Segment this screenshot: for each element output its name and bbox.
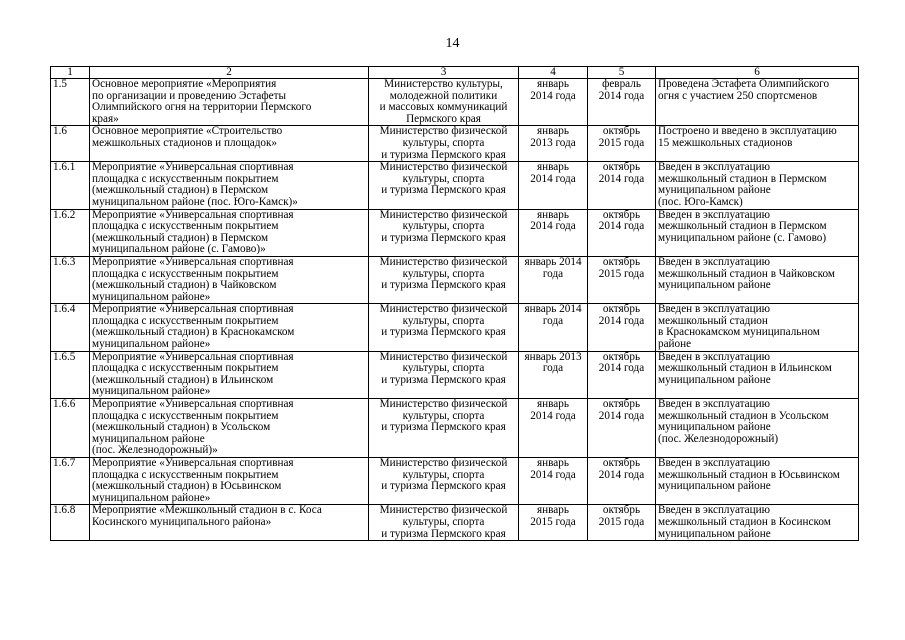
end-date-cell <box>588 79 656 126</box>
item-number-cell: 1.5 <box>51 79 90 126</box>
end-date-line: октябрь <box>602 209 641 221</box>
measure-name-line: (межшкольный стадион) в Пермском <box>92 184 269 197</box>
end-date-line: октябрь <box>602 504 641 517</box>
measure-name-line: Мероприятие «Универсальная спортивная <box>92 351 294 363</box>
responsible-executor-cell <box>369 304 519 351</box>
end-date-cell <box>588 209 656 256</box>
end-date-line: 2014 года <box>598 314 645 327</box>
responsible-executor-line: культуры, спорта <box>402 267 485 280</box>
responsible-executor-line: и туризма Пермского края <box>381 184 506 197</box>
table-row <box>51 351 859 398</box>
end-date-line: 2015 года <box>598 136 645 149</box>
responsible-executor-line: Министерство физической <box>379 504 508 517</box>
measure-name-line: муниципальном районе <box>92 432 205 445</box>
measure-name-line: муниципальном районе» <box>92 290 211 303</box>
end-date-line: 2014 года <box>598 468 645 481</box>
item-number-cell: 1.6.3 <box>51 256 90 303</box>
table-row <box>51 209 859 256</box>
end-date-cell <box>588 399 656 458</box>
measure-name-line: Мероприятие «Универсальная спортивная <box>92 161 294 174</box>
end-date-line: октябрь <box>602 161 641 174</box>
table-row <box>51 458 859 505</box>
start-date-line: 2014 года <box>530 89 576 102</box>
expected-result-line: Введен в эксплуатацию <box>658 256 770 268</box>
start-date-cell <box>519 304 588 351</box>
start-date-line: 2013 года <box>530 136 576 149</box>
end-date-cell <box>588 458 656 505</box>
measure-name-line: площадка с искусственным покрытием <box>92 267 279 280</box>
measure-name-line: (межшкольный стадион) в Усольском <box>92 421 271 434</box>
measure-name-line: (межшкольный стадион) в Краснокамском <box>92 326 295 339</box>
responsible-executor-cell <box>369 458 519 505</box>
measure-name-line: Мероприятие «Универсальная спортивная <box>92 209 294 221</box>
measure-name-line: площадка с искусственным покрытием <box>92 172 279 185</box>
measure-name-line: Мероприятие «Универсальная спортивная <box>92 398 294 411</box>
measure-name-line: Основное мероприятие «Мероприятия <box>92 78 277 90</box>
expected-result-line: Построено и введено в эксплуатацию <box>658 125 837 138</box>
measure-name-line: (межшкольный стадион) в Пермском <box>92 231 269 244</box>
expected-result-line: (пос. Юго-Камск) <box>658 195 743 208</box>
measure-name-line: площадка с искусственным покрытием <box>92 362 279 375</box>
measure-name-cell <box>90 209 369 256</box>
measures-table <box>50 66 859 541</box>
measure-name-line: межшкольных стадионов и площадок» <box>92 136 278 149</box>
responsible-executor-line: Министерство физической <box>379 161 508 174</box>
page-number: 14 <box>445 36 460 51</box>
start-date-line: 2014 года <box>530 468 576 481</box>
expected-result-line: межшкольный стадион в Косинском <box>658 515 831 528</box>
expected-result-line: огня с участием 250 спортсменов <box>658 89 818 102</box>
expected-result-line: межшкольный стадион в Пермском <box>658 220 827 233</box>
table-row <box>51 505 859 541</box>
end-date-line: 2014 года <box>598 89 645 102</box>
expected-result-line: (пос. Железнодорожный) <box>658 432 779 445</box>
expected-result-line: межшкольный стадион <box>658 314 768 327</box>
table-header <box>51 67 859 79</box>
expected-result-line: межшкольный стадион в Чайковском <box>658 267 835 280</box>
start-date-line: январь <box>537 209 569 221</box>
responsible-executor-line: Министерство физической <box>379 398 508 411</box>
start-date-line: январь <box>537 161 569 174</box>
table-row <box>51 162 859 209</box>
item-number-cell: 1.6.7 <box>51 458 90 505</box>
start-date-line: январь <box>537 457 569 469</box>
responsible-executor-line: культуры, спорта <box>402 468 485 481</box>
expected-result-line: Введен в эксплуатацию <box>658 457 770 469</box>
measure-name-line: муниципальном районе (с. Гамово)» <box>92 243 266 256</box>
responsible-executor-line: и туризма Пермского края <box>381 279 506 292</box>
responsible-executor-line: и туризма Пермского края <box>381 480 506 493</box>
start-date-cell <box>519 458 588 505</box>
expected-result-line: Введен в эксплуатацию <box>658 504 770 517</box>
measure-name-cell <box>90 458 369 505</box>
start-date-line: январь 2013 <box>524 351 582 363</box>
expected-result-line: муниципальном районе (с. Гамово) <box>658 231 827 244</box>
responsible-executor-cell <box>369 209 519 256</box>
responsible-executor-line: и туризма Пермского края <box>381 326 506 339</box>
responsible-executor-cell <box>369 399 519 458</box>
expected-result-line: Введен в эксплуатацию <box>658 303 770 316</box>
responsible-executor-cell <box>369 79 519 126</box>
expected-result-line: в Краснокамском муниципальном <box>658 326 820 339</box>
header-row <box>51 67 859 79</box>
responsible-executor-cell <box>369 256 519 303</box>
expected-result-line: районе <box>658 338 692 351</box>
responsible-executor-line: культуры, спорта <box>402 220 485 233</box>
column-header-1: 1 <box>51 67 90 79</box>
expected-result-line: межшкольный стадион в Ильинском <box>658 362 832 375</box>
measure-name-line: Мероприятие «Универсальная спортивная <box>92 303 294 316</box>
expected-result-line: муниципальном районе <box>658 279 771 292</box>
measure-name-cell <box>90 256 369 303</box>
end-date-line: февраль <box>602 78 641 90</box>
start-date-line: года <box>542 362 564 375</box>
expected-result-line: межшкольный стадион в Пермском <box>658 172 827 185</box>
expected-result-line: муниципальном районе <box>658 527 771 540</box>
table-row <box>51 256 859 303</box>
expected-result-line: 15 межшкольных стадионов <box>658 136 793 149</box>
expected-result-line: межшкольный стадион в Усольском <box>658 409 829 422</box>
responsible-executor-line: культуры, спорта <box>402 362 485 375</box>
responsible-executor-line: Пермского края <box>406 112 481 125</box>
start-date-cell <box>519 162 588 209</box>
measure-name-cell <box>90 505 369 541</box>
expected-result-line: Введен в эксплуатацию <box>658 351 770 363</box>
expected-result-cell <box>656 256 859 303</box>
measure-name-line: (пос. Железнодорожный)» <box>92 444 218 457</box>
end-date-line: октябрь <box>602 256 641 268</box>
responsible-executor-cell <box>369 505 519 541</box>
responsible-executor-cell <box>369 351 519 398</box>
measure-name-line: Мероприятие «Межшкольный стадион в с. Коса <box>92 504 322 517</box>
measure-name-line: площадка с искусственным покрытием <box>92 220 279 233</box>
responsible-executor-line: культуры, спорта <box>402 136 485 149</box>
measure-name-line: площадка с искусственным покрытием <box>92 468 279 481</box>
start-date-line: январь 2014 <box>524 303 582 316</box>
end-date-cell <box>588 256 656 303</box>
expected-result-line: муниципальном районе <box>658 184 771 197</box>
responsible-executor-line: и туризма Пермского края <box>381 421 506 434</box>
end-date-line: 2015 года <box>598 515 645 528</box>
expected-result-line: муниципальном районе <box>658 421 771 434</box>
measure-name-line: Мероприятие «Универсальная спортивная <box>92 457 294 469</box>
start-date-line: январь <box>537 125 569 138</box>
table-row <box>51 399 859 458</box>
responsible-executor-line: культуры, спорта <box>402 515 485 528</box>
start-date-cell <box>519 126 588 162</box>
expected-result-cell <box>656 79 859 126</box>
column-header-4: 4 <box>519 67 588 79</box>
column-header-6: 6 <box>656 67 859 79</box>
item-number-cell: 1.6.8 <box>51 505 90 541</box>
start-date-line: январь 2014 <box>524 256 582 268</box>
expected-result-line: Введен в эксплуатацию <box>658 161 770 174</box>
start-date-line: 2014 года <box>530 409 576 422</box>
expected-result-line: межшкольный стадион в Юсьвинском <box>658 468 840 481</box>
table-row <box>51 79 859 126</box>
table-body <box>51 79 859 541</box>
start-date-line: январь <box>537 504 569 517</box>
end-date-cell <box>588 162 656 209</box>
start-date-cell <box>519 79 588 126</box>
measure-name-cell <box>90 79 369 126</box>
measure-name-line: по организации и проведению Эстафеты <box>92 89 286 102</box>
responsible-executor-cell <box>369 126 519 162</box>
item-number-cell: 1.6.5 <box>51 351 90 398</box>
expected-result-cell <box>656 126 859 162</box>
start-date-line: январь <box>537 78 569 90</box>
end-date-cell <box>588 505 656 541</box>
expected-result-cell <box>656 304 859 351</box>
expected-result-line: Введен в эксплуатацию <box>658 209 770 221</box>
responsible-executor-cell <box>369 162 519 209</box>
start-date-line: года <box>542 314 564 327</box>
end-date-cell <box>588 126 656 162</box>
measure-name-cell <box>90 126 369 162</box>
end-date-cell <box>588 304 656 351</box>
responsible-executor-line: Министерство физической <box>379 256 508 268</box>
measure-name-line: Косинского муниципального района» <box>92 515 272 528</box>
expected-result-cell <box>656 399 859 458</box>
table-row <box>51 304 859 351</box>
end-date-line: 2014 года <box>598 362 645 375</box>
responsible-executor-line: Министерство физической <box>379 209 508 221</box>
measure-name-cell <box>90 304 369 351</box>
responsible-executor-line: и туризма Пермского края <box>381 373 506 386</box>
measure-name-line: площадка с искусственным покрытием <box>92 314 279 327</box>
measure-name-line: (межшкольный стадион) в Юсьвинском <box>92 480 282 493</box>
end-date-line: октябрь <box>602 398 641 411</box>
item-number-cell: 1.6.2 <box>51 209 90 256</box>
start-date-cell <box>519 399 588 458</box>
start-date-cell <box>519 505 588 541</box>
measure-name-line: Мероприятие «Универсальная спортивная <box>92 256 294 268</box>
expected-result-line: Введен в эксплуатацию <box>658 398 770 411</box>
start-date-line: года <box>542 267 564 280</box>
start-date-cell <box>519 209 588 256</box>
responsible-executor-line: и туризма Пермского края <box>381 527 506 540</box>
start-date-line: январь <box>537 398 569 411</box>
responsible-executor-line: культуры, спорта <box>402 172 485 185</box>
table-row <box>51 126 859 162</box>
column-header-2: 2 <box>90 67 369 79</box>
measure-name-line: края» <box>92 112 119 125</box>
end-date-line: 2014 года <box>598 220 645 233</box>
responsible-executor-line: молодежной политики <box>389 89 498 102</box>
responsible-executor-line: Министерство физической <box>379 351 508 363</box>
expected-result-cell <box>656 162 859 209</box>
expected-result-line: муниципальном районе <box>658 373 771 386</box>
item-number-cell: 1.6.4 <box>51 304 90 351</box>
responsible-executor-line: Министерство культуры, <box>384 78 503 90</box>
column-header-3: 3 <box>369 67 519 79</box>
responsible-executor-line: Министерство физической <box>379 303 508 316</box>
item-number-cell: 1.6.6 <box>51 399 90 458</box>
measure-name-cell <box>90 351 369 398</box>
responsible-executor-line: и туризма Пермского края <box>381 231 506 244</box>
measure-name-line: муниципальном районе» <box>92 491 211 504</box>
start-date-line: 2015 года <box>530 515 576 528</box>
end-date-line: октябрь <box>602 351 641 363</box>
measure-name-line: площадка с искусственным покрытием <box>92 409 279 422</box>
start-date-cell <box>519 256 588 303</box>
measure-name-cell <box>90 399 369 458</box>
expected-result-line: Проведена Эстафета Олимпийского <box>658 78 830 90</box>
responsible-executor-line: Министерство физической <box>379 457 508 469</box>
measure-name-line: (межшкольный стадион) в Чайковском <box>92 279 277 292</box>
measure-name-line: Олимпийского огня на территории Пермского <box>92 101 312 114</box>
expected-result-cell <box>656 351 859 398</box>
start-date-cell <box>519 351 588 398</box>
measure-name-line: муниципальном районе» <box>92 338 211 351</box>
start-date-line: 2014 года <box>530 172 576 185</box>
responsible-executor-line: культуры, спорта <box>402 314 485 327</box>
end-date-line: 2014 года <box>598 172 645 185</box>
responsible-executor-line: культуры, спорта <box>402 409 485 422</box>
end-date-line: октябрь <box>602 457 641 469</box>
responsible-executor-line: Министерство физической <box>379 125 508 138</box>
end-date-line: октябрь <box>602 125 641 138</box>
measure-name-line: Основное мероприятие «Строительство <box>92 125 283 138</box>
item-number-cell: 1.6.1 <box>51 162 90 209</box>
column-header-5: 5 <box>588 67 656 79</box>
expected-result-line: муниципальном районе <box>658 480 771 493</box>
end-date-line: октябрь <box>602 303 641 316</box>
expected-result-cell <box>656 209 859 256</box>
item-number-cell: 1.6 <box>51 126 90 162</box>
expected-result-cell <box>656 505 859 541</box>
measure-name-line: муниципальном районе» <box>92 385 211 398</box>
end-date-line: 2015 года <box>598 267 645 280</box>
end-date-line: 2014 года <box>598 409 645 422</box>
measure-name-cell <box>90 162 369 209</box>
start-date-line: 2014 года <box>530 220 576 233</box>
responsible-executor-line: и туризма Пермского края <box>381 148 506 161</box>
measure-name-line: муниципальном районе (пос. Юго-Камск)» <box>92 195 298 208</box>
expected-result-cell <box>656 458 859 505</box>
end-date-cell <box>588 351 656 398</box>
measure-name-line: (межшкольный стадион) в Ильинском <box>92 373 274 386</box>
responsible-executor-line: и массовых коммуникаций <box>379 101 508 114</box>
